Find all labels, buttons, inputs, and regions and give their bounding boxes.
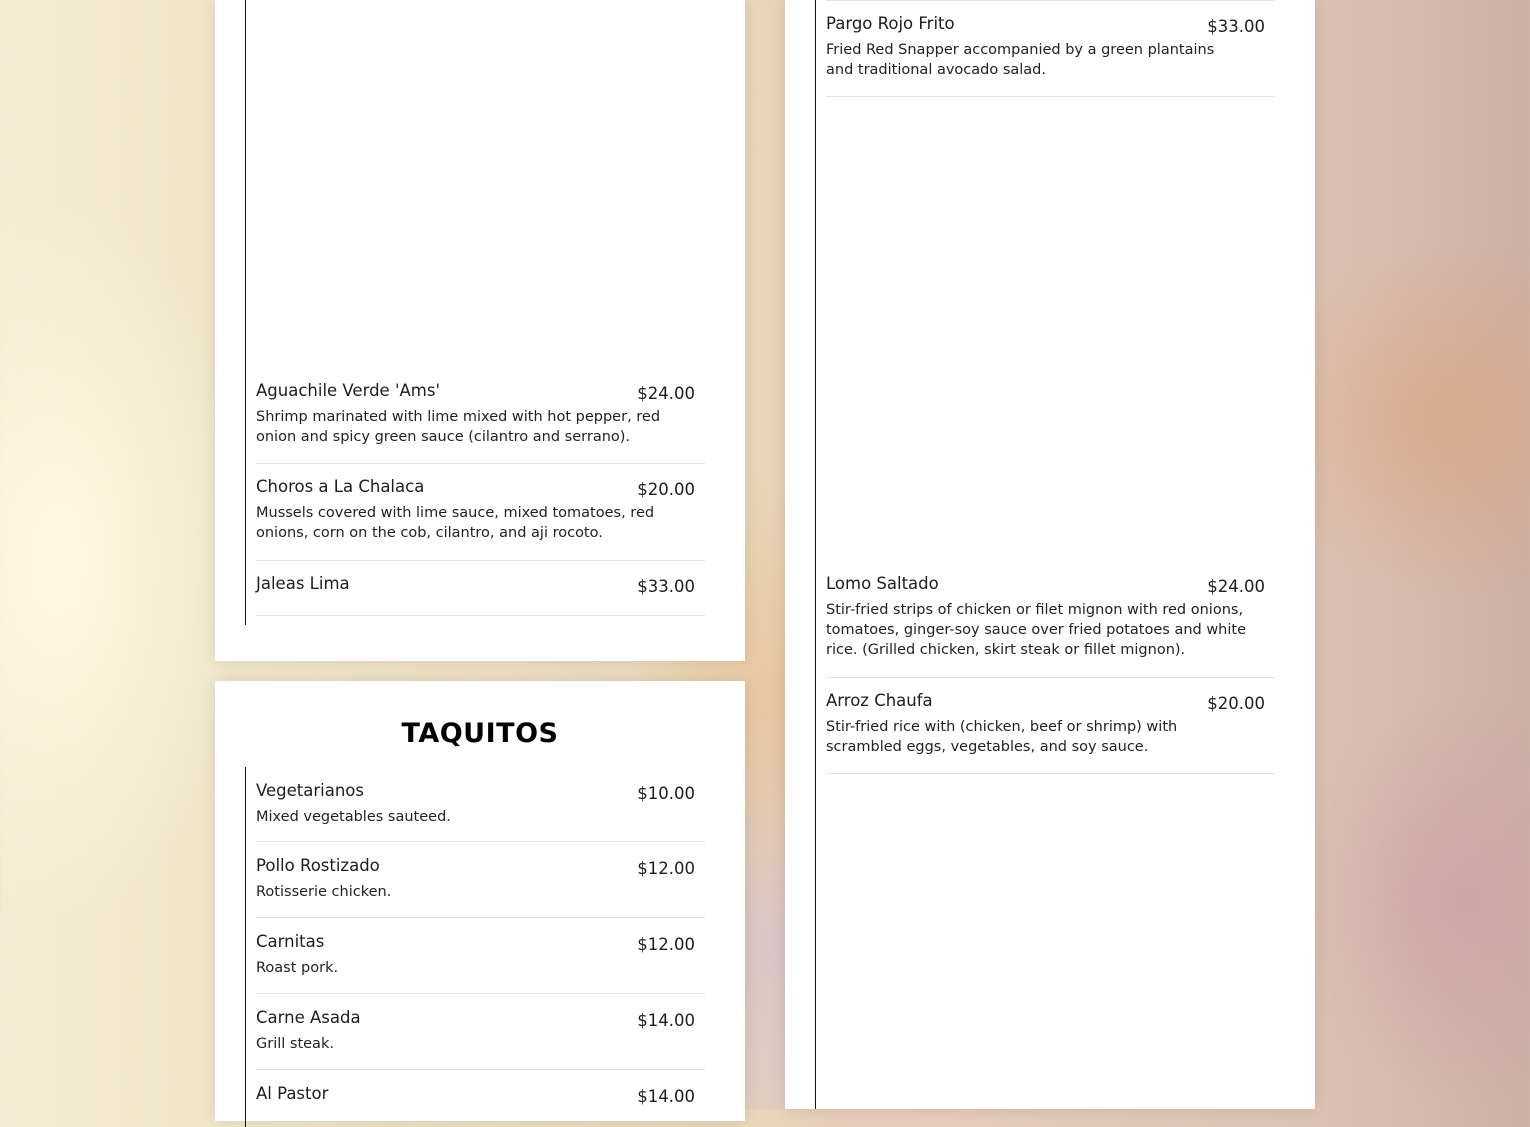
menu-item [256, 381, 705, 464]
menu-item-name: Carne Asada [256, 1008, 361, 1027]
menu-item-name: Pollo Rostizado [256, 856, 380, 875]
menu-item-description: Grill steak. [256, 1036, 334, 1052]
menu-item-name: Jaleas Lima [256, 574, 350, 593]
menu-item [256, 574, 705, 616]
menu-item-price: $14.00 [637, 1011, 695, 1030]
menu-item [826, 14, 1275, 97]
menu-card-taquitos [215, 681, 745, 1121]
menu-item-name: Vegetarianos [256, 781, 364, 800]
menu-item [256, 781, 705, 842]
menu-item-description: Stir-fried strips of chicken or filet mignon with red onions, tomatoes, ginger-soy sauce over fried potatoes and white rice. (Grilled chicken, skirt steak or fillet mignon). [826, 602, 1247, 658]
menu-item-name: Arroz Chaufa [826, 691, 933, 710]
menu-item [256, 477, 705, 561]
menu-item-name: Lomo Saltado [826, 574, 939, 593]
menu-item-name: Carnitas [256, 932, 325, 951]
menu-item-price: $33.00 [1207, 17, 1265, 36]
menu-item-price: $10.00 [637, 784, 695, 803]
menu-item-description: Mussels covered with lime sauce, mixed tomatoes, red onions, corn on the cob, cilantro, and aji rocoto. [256, 505, 655, 541]
menu-item-price: $20.00 [1207, 694, 1265, 713]
menu-item [256, 1084, 705, 1124]
menu-item-divider [826, 0, 1275, 1]
section-title: TAQUITOS [401, 718, 559, 749]
menu-list [245, 767, 706, 1127]
menu-item-name: Al Pastor [256, 1084, 329, 1103]
menu-item-price: $24.00 [637, 384, 695, 403]
menu-list [815, 0, 1276, 1109]
menu-item-price: $20.00 [637, 480, 695, 499]
menu-item-price: $24.00 [1207, 577, 1265, 596]
menu-item [256, 932, 705, 994]
menu-item-description: Stir-fried rice with (chicken, beef or shrimp) with scrambled eggs, vegetables, and soy sauce. [826, 719, 1178, 755]
menu-list [245, 0, 706, 625]
menu-item [256, 1008, 705, 1070]
menu-card-left-top [215, 0, 745, 661]
menu-item-description: Shrimp marinated with lime mixed with hot pepper, red onion and spicy green sauce (cilantro and serrano). [256, 409, 661, 445]
menu-item-price: $14.00 [637, 1087, 695, 1106]
menu-card-right [785, 0, 1315, 1109]
menu-item-description: Mixed vegetables sauteed. [256, 809, 451, 825]
menu-item [826, 691, 1275, 774]
menu-item [826, 574, 1275, 678]
menu-item-price: $12.00 [637, 859, 695, 878]
menu-item-name: Pargo Rojo Frito [826, 14, 955, 33]
menu-item-name: Choros a La Chalaca [256, 477, 425, 496]
menu-item-name: Aguachile Verde 'Ams' [256, 381, 440, 400]
menu-item-price: $12.00 [637, 935, 695, 954]
menu-item-description: Roast pork. [256, 960, 339, 976]
menu-item [256, 856, 705, 918]
menu-item-description: Rotisserie chicken. [256, 884, 392, 900]
menu-item-price: $33.00 [637, 577, 695, 596]
menu-item-description: Fried Red Snapper accompanied by a green plantains and traditional avocado salad. [826, 42, 1215, 78]
